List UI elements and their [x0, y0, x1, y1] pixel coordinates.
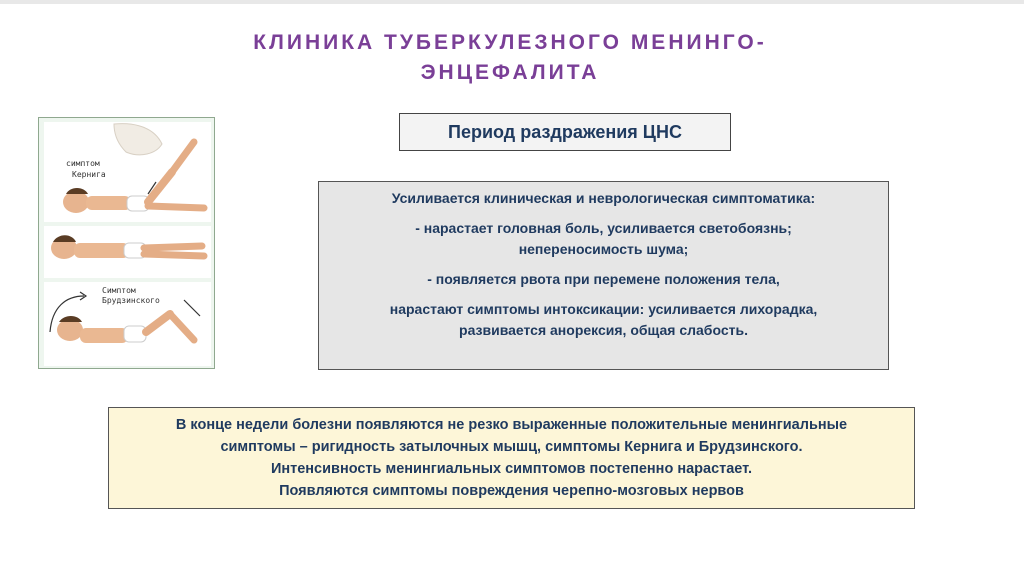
late-signs-box — [108, 407, 915, 509]
neutral-position-drawing — [44, 226, 211, 278]
symptom-item-1-line-1: - нарастает головная боль, усиливается светобоязнь; — [415, 220, 792, 236]
meningeal-signs-illustration — [38, 117, 215, 369]
period-heading-box — [399, 113, 731, 151]
late-signs-line-2: симптомы – ригидность затылочных мышц, симптомы Кернига и Брудзинского. — [220, 439, 803, 455]
kernig-label-1: симптом — [66, 159, 100, 168]
neutral-position-panel — [44, 226, 211, 278]
symptoms-box — [318, 181, 889, 370]
symptom-item-3-line-1: нарастают симптомы интоксикации: усиливается лихорадка, — [389, 301, 818, 317]
slide-title-line-1: КЛИНИКА ТУБЕРКУЛЕЗНОГО МЕНИНГО- — [253, 31, 767, 54]
kernig-sign-drawing — [44, 122, 211, 222]
late-signs-line-4: Появляются симптомы повреждения черепно-мозговых нервов — [279, 483, 744, 499]
kernig-label-2: Кернига — [72, 170, 106, 179]
period-heading: Период раздражения ЦНС — [448, 121, 682, 142]
slide-title — [190, 28, 830, 88]
symptom-item-1-line-2: непереносимость шума; — [518, 241, 689, 257]
brudzinski-sign-panel — [44, 282, 211, 366]
symptom-item-2: - появляется рвота при перемене положения тела, — [427, 271, 780, 287]
brudzinski-label-2: Брудзинского — [102, 296, 160, 305]
brudzinski-label-1: Симптом — [102, 286, 136, 295]
symptom-item-3-line-2: развивается анорексия, общая слабость. — [459, 322, 748, 338]
late-signs-line-3: Интенсивность менингиальных симптомов постепенно нарастает. — [270, 461, 753, 477]
late-signs-line-1: В конце недели болезни появляются не резко выраженные положительные менингиальные — [175, 417, 848, 433]
symptoms-intro: Усиливается клиническая и неврологическая симптоматика: — [391, 190, 816, 206]
slide-title-line-2: ЭНЦЕФАЛИТА — [420, 61, 600, 84]
top-divider — [0, 0, 1024, 4]
kernig-sign-panel — [44, 122, 211, 222]
